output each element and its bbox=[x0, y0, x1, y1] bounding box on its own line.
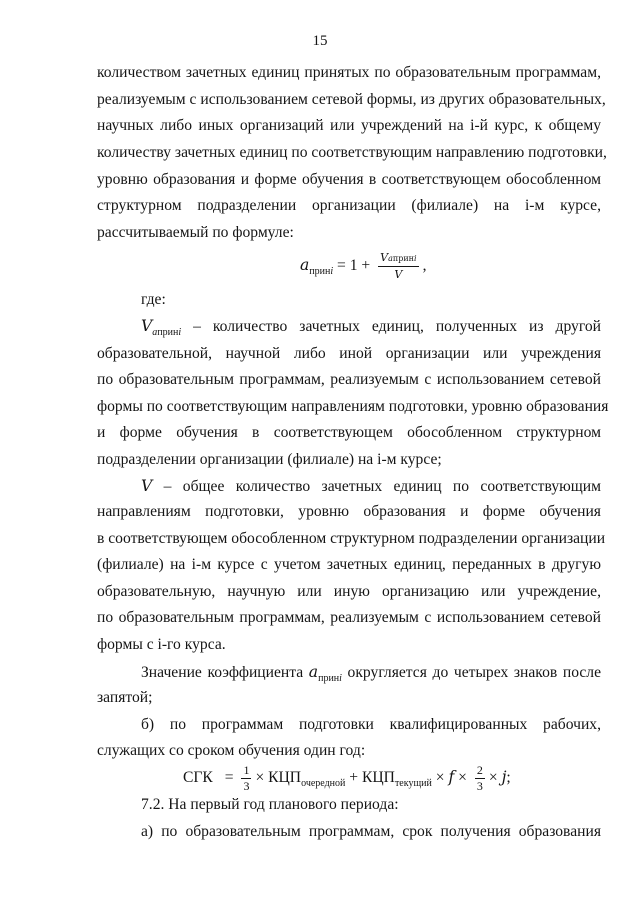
definition-v: V – общее количество зачетных единиц по соответствующим bbox=[141, 477, 601, 495]
body-line: служащих со сроком обучения один год: bbox=[97, 742, 366, 759]
body-line: научных либо иных организаций или учреждений на i-й курс, к общему bbox=[97, 117, 601, 134]
body-line: по образовательным программам, реализуемым с использованием сетевой bbox=[97, 609, 601, 626]
body-line: реализуемым с использованием сетевой формы, из других образовательных, bbox=[97, 91, 606, 108]
body-line: запятой; bbox=[97, 689, 153, 706]
body-line: уровню образования и форме обучения в соответствующем обособленном bbox=[97, 171, 601, 188]
item-b: б) по программам подготовки квалифицированных рабочих, bbox=[141, 716, 601, 733]
item-a: а) по образовательным программам, срок получения образования bbox=[141, 823, 601, 840]
body-line: структурном подразделении организации (филиале) на i-м курсе, bbox=[97, 197, 601, 214]
body-line: образовательную, научную или иную организацию или учреждение, bbox=[97, 583, 601, 600]
body-line: по образовательным программам, реализуемым с использованием сетевой bbox=[97, 371, 601, 388]
body-line: (филиале) на i-м курсе с учетом зачетных единиц, переданных в другую bbox=[97, 556, 601, 573]
body-line: рассчитываемый по формуле: bbox=[97, 224, 294, 241]
rounding-note: Значение коэффициента $a_{принi}$ округляется до четырех знаков после bbox=[141, 663, 602, 684]
body-line: в соответствующем обособленном структурном подразделении организации bbox=[97, 530, 606, 547]
body-line: направлениям подготовки, уровню образования и форме обучения bbox=[97, 503, 601, 520]
body-line: формы по соответствующим направлениям подготовки, уровню образования bbox=[97, 398, 609, 415]
body-line: количеству зачетных единиц по соответствующим направлению подготовки, bbox=[97, 144, 607, 161]
body-line: формы с i-го курса. bbox=[97, 636, 226, 653]
section-heading: 7.2. На первый год планового периода: bbox=[141, 796, 399, 813]
definition-va-prin: $V_{aпринi}$ – количество зачетных единиц, полученных из другой bbox=[141, 317, 601, 338]
where-label: где: bbox=[141, 291, 166, 308]
page-number: 15 bbox=[312, 33, 328, 49]
body-line: и форме обучения в соответствующем обособленном структурном bbox=[97, 424, 601, 441]
body-line: количеством зачетных единиц принятых по образовательным программам, bbox=[97, 64, 601, 81]
body-line: образовательной, научной либо иной организации или учреждения bbox=[97, 345, 601, 362]
formula-a-prin: $a_{принi} = 1$ + $\frac{\text{Vaпринi}}{V}$ , bbox=[300, 251, 427, 282]
formula-sgk: СГК = $\frac{1}{3}$ × $КЦП_{очередной} + КЦП_{текущий} \times f$ × $\frac{2}{3}$ × j; bbox=[183, 762, 511, 793]
body-line: подразделении организации (филиале) на i-м курсе; bbox=[97, 451, 442, 468]
